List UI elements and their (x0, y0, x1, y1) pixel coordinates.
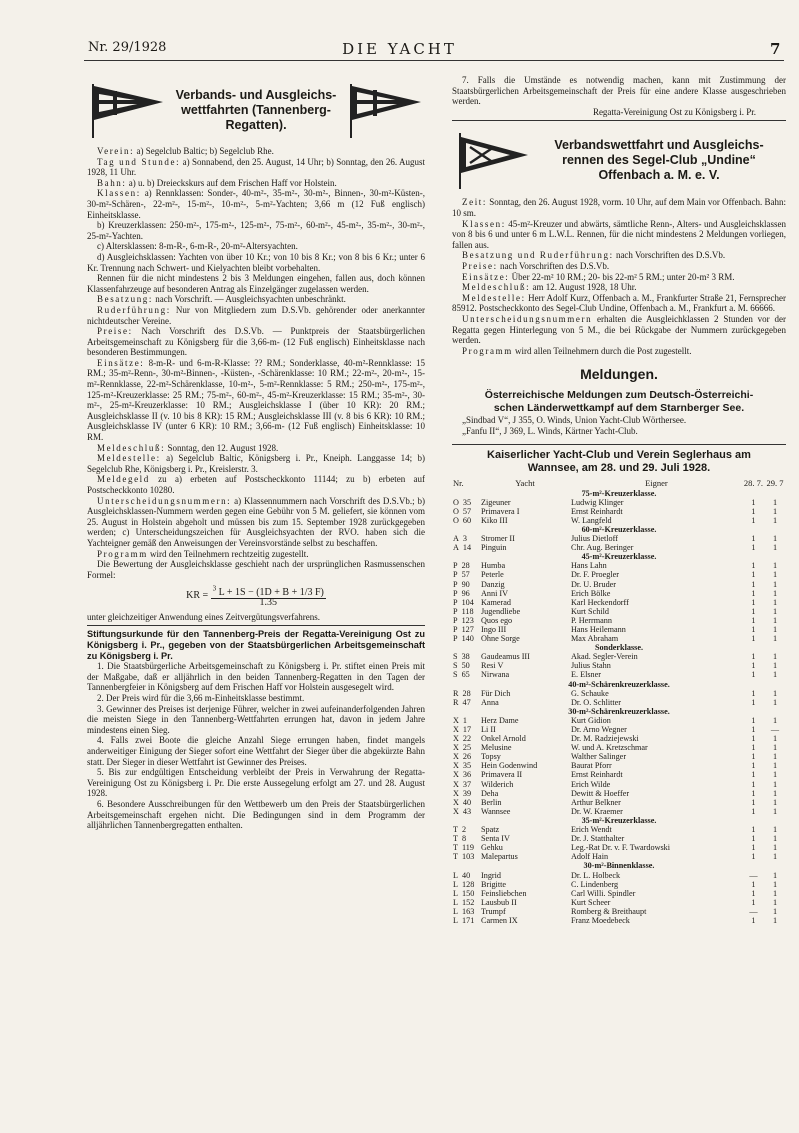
stiftung-p7: 7. Falls die Umstände es notwendig machen, kann mit Zustimmung der Staatsbürgerlichen Arbeitsgemeinschaft der Preis für eine andere Klasse ausgeschrieben werden. (452, 75, 786, 107)
table-row: T 103 Malepartus Adolf Hain 1 1 (453, 852, 778, 862)
meldungen-title: Meldungen. (580, 366, 658, 383)
table-row: T 8 Senta IV Dr. J. Statthalter 1 1 (453, 834, 778, 844)
class-heading: 35-m²-Kreuzerklasse. (581, 815, 657, 825)
table-row: S 38 Gaudeamus III Akad. Segler-Verein 1 1 (453, 652, 778, 662)
class-heading: 30-m²-Binnenklasse. (583, 861, 655, 871)
divider (87, 625, 425, 626)
table-row: X 17 Li II Dr. Arno Wegner 1 — (453, 725, 780, 734)
table-row: L 152 Lausbub II Kurt Scheer 1 1 (453, 897, 778, 907)
table-row: X 43 Wannsee Dr. W. Kraemer 1 1 (453, 806, 778, 816)
table-row: X 35 Hein Godenwind Baurat Pforr 1 1 (453, 761, 778, 771)
issue-number: Nr. 29/1928 (88, 40, 167, 55)
page-number: 7 (770, 40, 781, 58)
table-row: X 26 Topsy Walther Salinger 1 1 (453, 752, 778, 762)
burgee-flag-icon (345, 80, 425, 140)
undine-announcement: Zeit: Sonntag, den 26. August 1928, vorm. 10 Uhr, auf dem Main vor Offenbach. Bahn: 10 sm. Klassen: 45-m²-Kreuzer und abwärts, sämtliche Renn-, Alters- und Ausgleichsklassen von 8 bis 6 und unter 6 m L.W.L. Rennen, für die nicht mindestens 2 Meldungen vorliegen, fallen aus. Besatzung und Ruderführung: nach Vorschriften des D.S.Vb. Preise: nach Vorschriften des D.S.Vb. Einsätze: Über 22-m² 10 RM.; 20- bis 22-m² 5 RM.; unter 20-m² 3 RM. Meldeschluß: am 12. August 1928, 18 Uhr. Meldestelle: Herr Adolf Kurz, Offenbach a. M., Frankfurter Straße 21, Fernsprecher 85912. Postscheckkonto des Segel-Club Undine, Offenbach a. M., Frankfurt a. M. 66666. Unterscheidungsnummern erhalten die Ausgleichklassen 2 Stunden vor der Regatta gegen Hinterlegung von 5 M., die bei Rückgabe der Nummern zurückgegeben werden. Programm wird allen Teilnehmern durch die Post zugestellt. (452, 197, 786, 356)
table-row: O 35 Zigeuner Ludwig Klinger 1 1 (453, 497, 778, 507)
table-row: X 25 Melusine W. und A. Kretzschmar 1 1 (453, 743, 778, 753)
table-row: L 150 Feinsliebchen Carl Willi. Spindler 1 1 (453, 888, 778, 898)
kyc-title: Kaiserlicher Yacht-Club und Verein Seglerhaus am Wannsee, am 28. und 29. Juli 1928. (487, 449, 751, 475)
undine-title: Verbandswettfahrt und Ausgleichs- rennen des Segel-Club „Undine“ Offenbach a. M. e. V. (554, 137, 764, 182)
class-heading: Sonderklasse. (595, 643, 643, 653)
stiftung-text: 1. Die Staatsbürgerliche Arbeitsgemeinschaft zu Königsberg i. Pr. stiftet einen Preis mit der Maßgabe, daß er alljährlich in den beiden Tannenberg-Regatten in den Tagen der Tannenbergfeier in Königsberg auf dem Frischen Haff vor Holstein ausgesegelt wird. 2. Der Preis wird für die 3,66 m-Einheitsklasse bestimmt. 3. Gewinner des Preises ist derjenige Führer, welcher in zwei aufeinanderfolgenden Jahren die meisten Siege in den Tannenberg-Wettfahrten errungen hat, davon in jedem Jahre mindestens einen Sieg. 4. Falls zwei Boote die gleiche Anzahl Siege errungen haben, findet mangels anderweitiger Einigung der Sieger sofort eine Wettfahrt der Sieger über die abgekürzte Bahn statt. Der Sieger in dieser Wettfahrt ist Gewinner des Preises. 5. Bis zur endgültigen Entscheidung verbleibt der Preis in Verwahrung der Regatta-Vereinigung Ost zu Königsberg i. Pr. Die erste Aussegelung erfolgt am 27. und 28. August 1928. 6. Besondere Ausschreibungen für den Wettbewerb um den Preis der Staatsbürgerlichen Arbeitsgemeinschaft ergehen nicht. Die Bedingungen sind in dem Programm der alljährlichen Tannenbergregatten enthalten. (87, 661, 425, 831)
table-row: L 171 Carmen IX Franz Moedebeck 1 1 (453, 915, 778, 925)
oe-title: Österreichische Meldungen zum Deutsch-Österreichi- schen Länderwettkampf auf dem Starnberger See. (484, 389, 754, 415)
table-row: R 47 Anna Dr. O. Schlitter 1 1 (453, 697, 778, 707)
table-row: P 57 Peterle Dr. F. Proegler 1 1 (453, 570, 778, 580)
table-row: P 28 Humba Hans Lahn 1 1 (453, 561, 778, 571)
divider (452, 120, 786, 121)
table-header: Nr. Yacht Eigner 28. 7. 29. 7 (453, 478, 784, 489)
table-row: P 118 Jugendliebe Kurt Schild 1 1 (453, 606, 778, 616)
stiftung-title: Stiftungsurkunde für den Tannenberg-Preis der Regatta-Vereinigung Ost zu Königsberg i. Pr., gegeben von der Staatsbürgerlichen Arbeitsgemeinschaft zu Königsberg i. Pr. (87, 629, 425, 661)
tannenberg-heading (87, 80, 425, 140)
class-heading: 30-m²-Schärenkreuzerklasse. (568, 706, 670, 716)
left-column (87, 74, 425, 831)
table-row: X 40 Berlin Arthur Belkner 1 1 (453, 797, 778, 807)
table-row: L 128 Brigitte C. Lindenberg 1 1 (453, 879, 778, 889)
undine-burgee-icon (452, 129, 532, 191)
class-heading: 75-m²-Kreuzerklasse. (581, 488, 657, 498)
table-row: A 14 Pinguin Chr. Aug. Beringer 1 1 (453, 543, 778, 553)
table-row: X 37 Wilderich Erich Wilde 1 1 (453, 779, 778, 789)
table-row: P 123 Quos ego P. Herrmann 1 1 (453, 615, 778, 625)
stiftung-signature: Regatta-Vereinigung Ost zu Königsberg i. Pr. (592, 106, 756, 117)
table-row: S 50 Resi V Julius Stahn 1 1 (453, 661, 778, 671)
table-row: A 3 Stromer II Julius Dietloff 1 1 (453, 534, 778, 544)
class-heading: 60-m²-Kreuzerklasse. (581, 524, 657, 534)
table-row: R 28 Für Dich G. Schauke 1 1 (453, 688, 778, 698)
table-row: P 90 Danzig Dr. U. Bruder 1 1 (453, 579, 778, 589)
table-row: T 2 Spatz Erich Wendt 1 1 (453, 825, 778, 835)
table-row: O 57 Primavera I Ernst Reinhardt 1 1 (453, 506, 778, 516)
rasmussen-formula: KR = $\frac{^3 L + 1S - (1D + B + 1/3 F)}{1.35}$ (186, 584, 324, 609)
table-row: X 36 Primavera II Ernst Reinhardt 1 1 (453, 770, 778, 780)
table-row: X 1 Herz Dame Kurt Gidion 1 1 (453, 715, 778, 725)
table-row: S 65 Nirwana E. Elsner 1 1 (453, 670, 778, 680)
table-row: X 22 Onkel Arnold Dr. M. Radziejewski 1 1 (453, 734, 778, 744)
table-row: L 163 Trumpf Romberg & Breithaupt — 1 (453, 906, 778, 916)
formula-note: unter gleichzeitiger Anwendung eines Zeitvergütungsverfahrens. (87, 611, 321, 622)
undine-heading (452, 129, 786, 191)
divider (452, 444, 786, 445)
table-row: P 96 Anni IV Erich Bölke 1 1 (453, 588, 778, 598)
tannenberg-announcement: Verein: a) Segelclub Baltic; b) Segelclub Rhe. Tag und Stunde: a) Sonnabend, den 25. August, 14 Uhr; b) Sonntag, den 26. August 1928, 11 Uhr. Bahn: a) u. b) Dreieckskurs auf dem Frischen Haff vor Holstein. Klassen: a) Rennklassen: Sonder-, 40-m²-, 35-m²-, 30-m²-, Binnen-, 30-m²-Küsten-, 30-m²-Schären-, 22-m²-, 15-m²-, 10-m²-, 5-m²-Yachten; 3,66 m (12 Fuß englisch) Einheitsklasse. b) Kreuzerklassen: 250-m²-, 175-m²-, 125-m²-, 75-m²-, 60-m²-, 45-m²-, 35-m²-, 30-m²-, 25-m²-Yachten. c) Altersklassen: 8-m-R-, 6-m-R-, 20-m²-Altersyachten. d) Ausgleichsklassen: Yachten von über 10 Kr.; von 10 bis 8 Kr.; von 8 bis 6 Kr.; unter 6 Kr. Trennung nach Schwert- und Kielyachten bleibt vorbehalten. Rennen für die nicht mindestens 2 bis 3 Meldungen eingehen, fallen aus, doch können Klassenfahrzeuge auf besonderen Antrag als Einzelgänger zugelassen werden. Besatzung: nach Vorschrift. — Ausgleichsyachten unbeschränkt. Ruderführung: Nur von Mitgliedern zum D.S.Vb. gehörender oder anerkannter nichtdeutscher Vereine. Preise: Nach Vorschrift des D.S.Vb. — Punktpreis der Staatsbürgerlichen Arbeitsgemeinschaft zu Königsberg für die 3,66-m- (12 Fuß englisch) Einheitsklasse nach besonderen Bestimmungen. Einsätze: 8-m-R- und 6-m-R-Klasse: ?? RM.; Sonderklasse, 40-m²-Rennklasse: 15 RM.; 35-m²-Renn-, 30-m²-Binnen-, -Küsten-, -Schärenklasse: 10 RM.; 22-m²-, 20-m²-, 15-m²-Rennklasse, 22-m²-Schärenklasse, 10-m²-, 5-m²-Rennklasse: 5 RM.; 250-m²-, 175-m²-, 125-m²-Kreuzerklasse: 25 RM.; 75-m²-, 60-m²-, 45-m²-Kreuzerklasse: 15 RM.; 35-m²-, 30-m²-, 25-m²-Kreuzerklasse: 10 RM.; Ausgleichsklasse I (über 10 KR): 20 RM.; Ausgleichsklasse II (v. 10 bis 8 KR): 15 RM.; Ausgleichsklasse III (v. 8 bis 6 KR): 10 RM.; Ausgleichsklasse IV (unter 6 KR): 10 RM.; 3,66-m- (12 Fuß englisch) Einheitsklasse: 10 RM. Meldeschluß: Sonntag, den 12. August 1928. Meldestelle: a) Segelclub Baltic, Königsberg i. Pr., Kneiph. Langgasse 14; b) Segelclub Rhe, Königsberg i. Pr., Kreislerstr. 3. Meldegeld zu a) erbeten auf Postscheckkonto 11144; zu b) erbeten auf Postscheckkonto 10280. Unterscheidungsnummern: a) Klassennummern nach Vorschrift des D.S.Vb.; b) Ausgleichsklassen-Nummern werden gegen eine Gebühr von 5 M. geliefert, sie können vom 25. August in Holstein abgeholt und müssen bis zum 15. September 1928 zurückgegeben werden; c) Unterscheidungszeichen für Ausgleichsyachten der RVO. haben sich die Yachteigner gemäß den Anweisungen der Vereinsvorstände selbst zu beschaffen. Programm wird den Teilnehmern rechtzeitig zugestellt. Die Bewertung der Ausgleichsklasse geschieht nach der ursprünglichen Rasmussenschen Formel: (87, 146, 425, 580)
table-row: O 60 Kiko III W. Langfeld 1 1 (453, 515, 778, 525)
right-column (452, 75, 786, 925)
header-rule (84, 60, 784, 61)
table-row: P 127 Ingo III Hans Heilemann 1 1 (453, 624, 778, 634)
magazine-title: DIE YACHT (342, 40, 457, 58)
table-row: L 40 Ingrid Dr. L. Holbeck — 1 (453, 870, 778, 880)
class-heading: 45-m²-Kreuzerklasse. (581, 552, 657, 562)
tannenberg-title: Verbands- und Ausgleichs- wettfahrten (Tannenberg- Regatten). (175, 87, 337, 132)
table-row: T 119 Gehku Leg.-Rat Dr. v. F. Twardowski 1 1 (453, 843, 778, 853)
entries-table (452, 479, 786, 925)
oe-entry: „Sindbad V“, J 355, O. Winds, Union Yacht-Club Wörthersee. (462, 415, 687, 426)
table-row: X 39 Deha Dewitt & Hoeffer 1 1 (453, 788, 778, 798)
club-flag-icon (87, 80, 167, 140)
class-heading: 40-m²-Schärenkreuzerklasse. (568, 679, 670, 689)
oe-entry: „Fanfu II“, J 369, L. Winds, Kärtner Yacht-Club. (462, 425, 638, 436)
table-row: P 104 Kamerad Karl Heckendorff 1 1 (453, 597, 778, 607)
table-row: P 140 Ohne Sorge Max Abraham 1 1 (453, 634, 778, 644)
